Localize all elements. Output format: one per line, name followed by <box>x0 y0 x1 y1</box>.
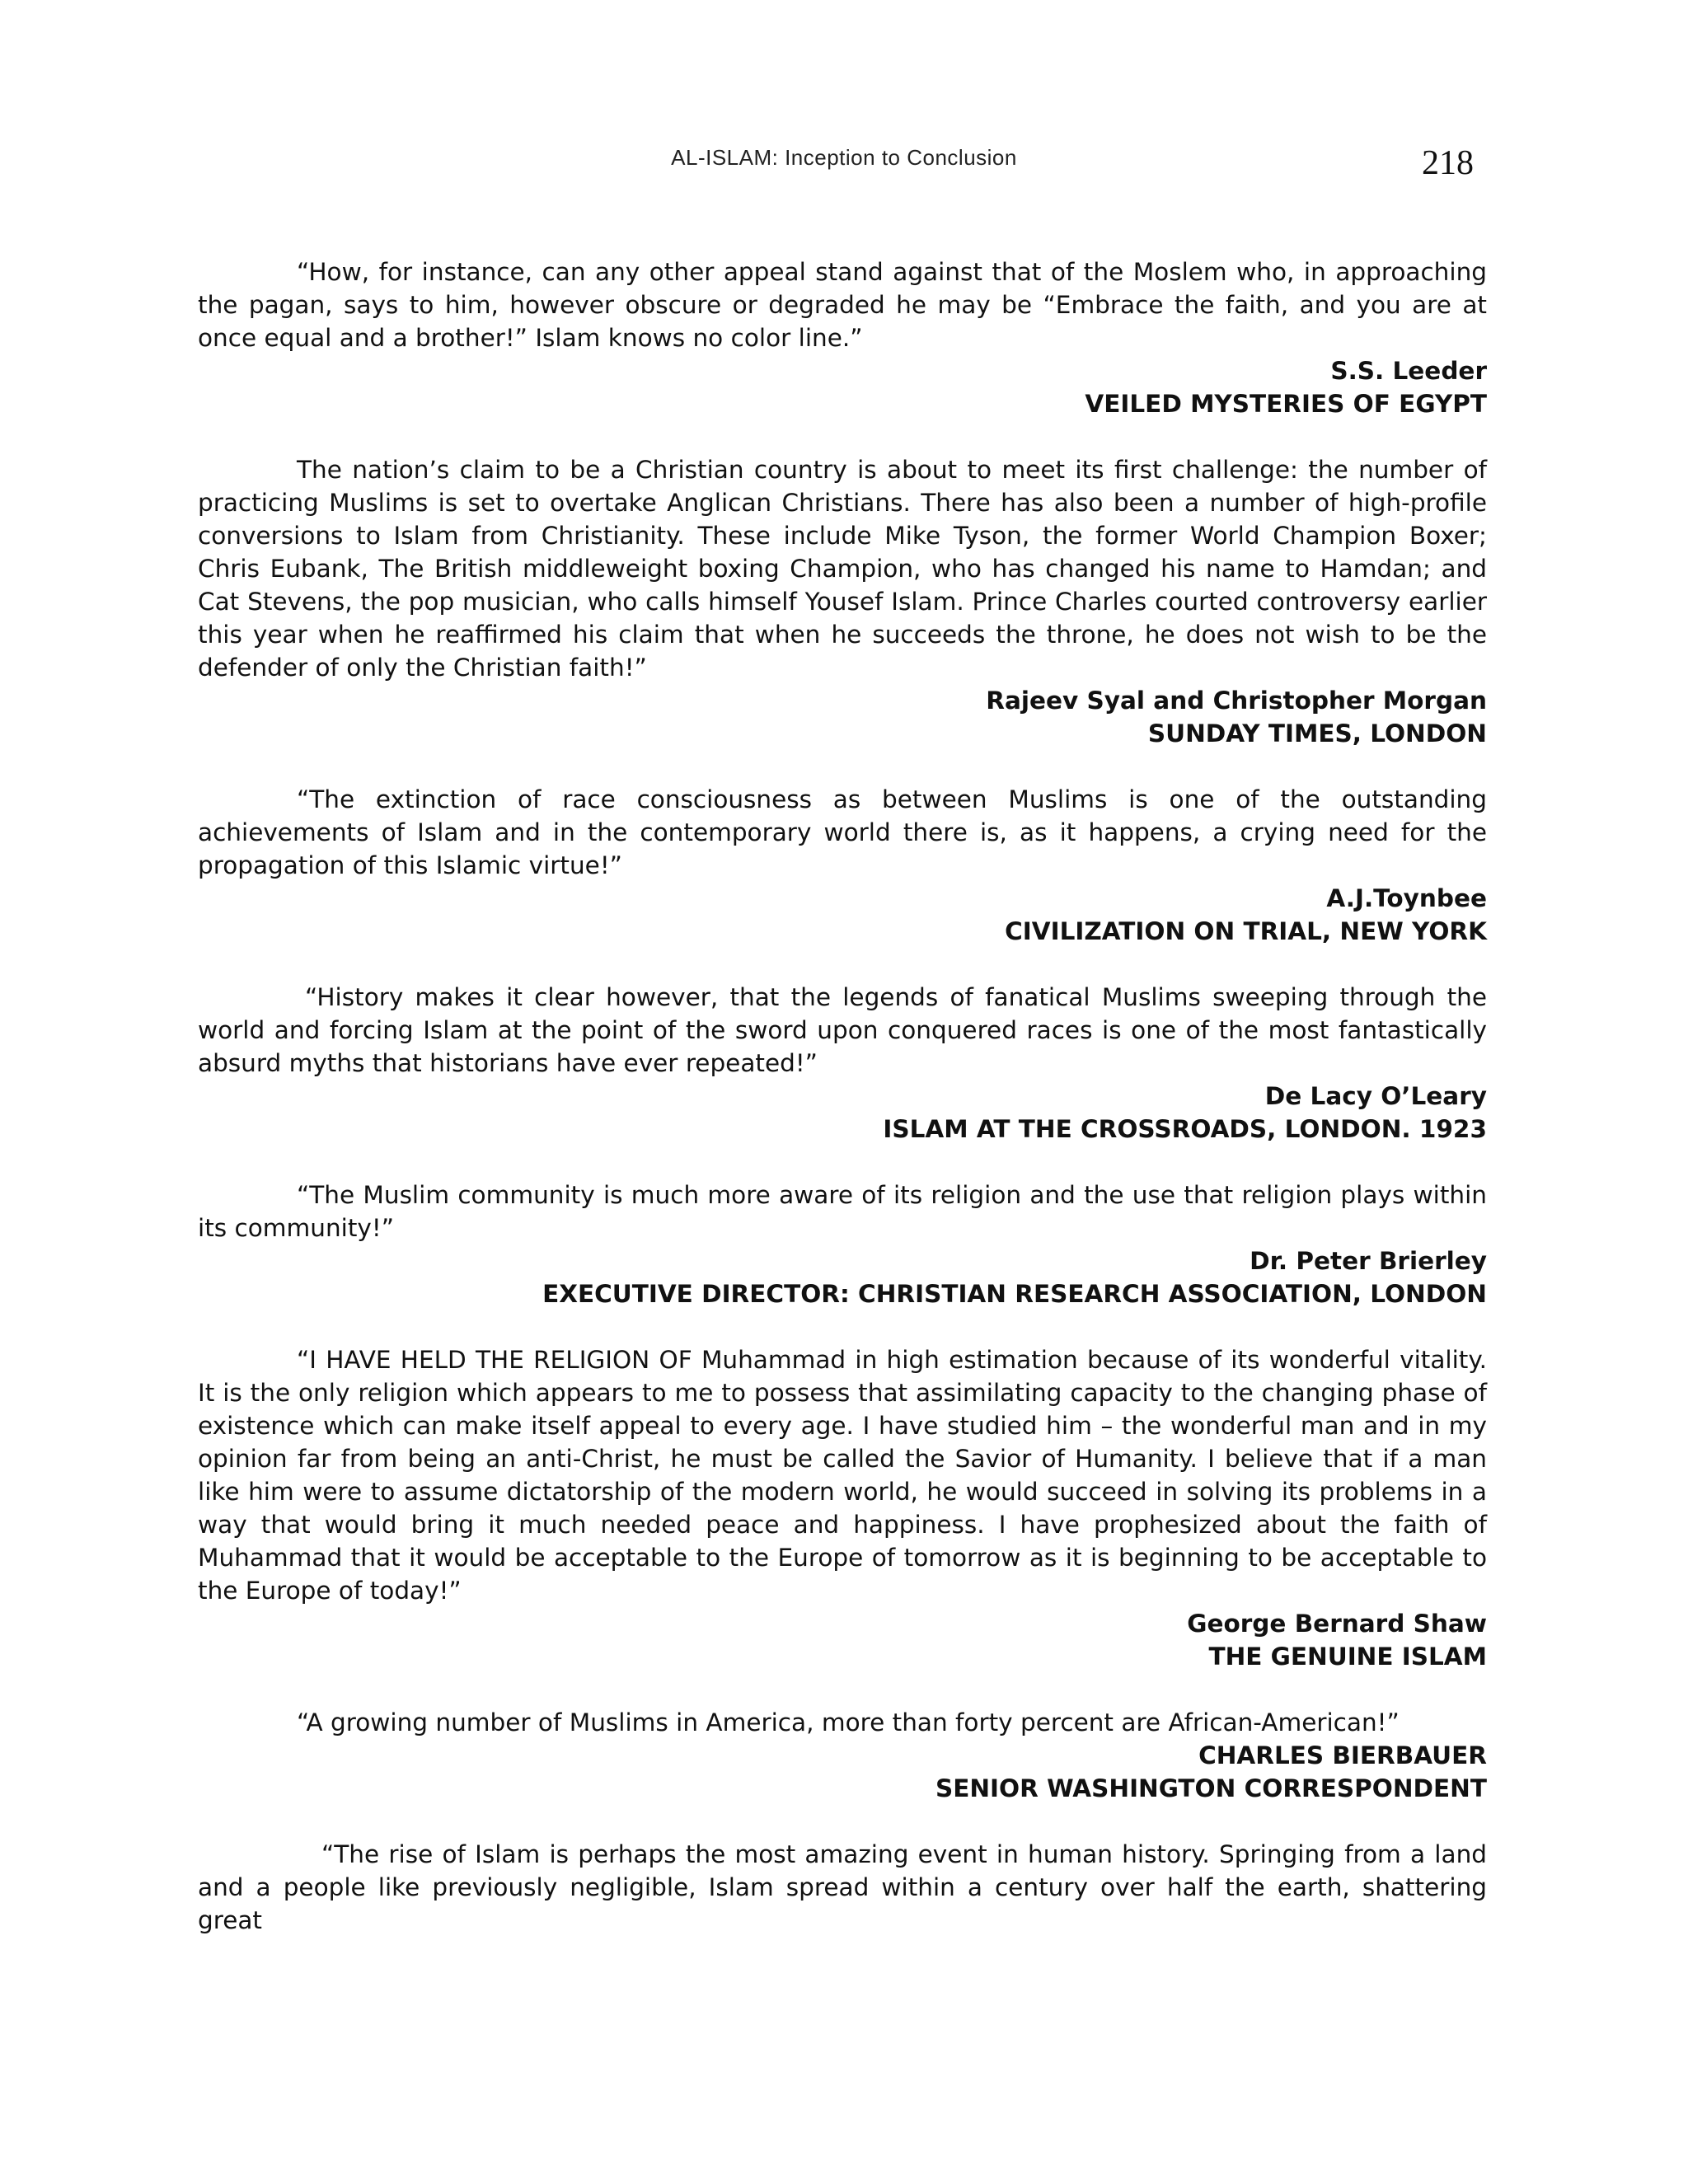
quote-block <box>198 1706 1487 1805</box>
quote-author: A.J.Toynbee <box>1326 884 1487 912</box>
quote-source: VEILED MYSTERIES OF EGYPT <box>1085 390 1487 418</box>
quote-source: THE GENUINE ISLAM <box>1208 1643 1487 1671</box>
page-body <box>198 255 1487 1970</box>
quote-author: CHARLES BIERBAUER <box>1198 1741 1487 1769</box>
quote-author: Rajeev Syal and Christopher Morgan <box>986 687 1487 715</box>
quote-text: “I HAVE HELD THE RELIGION OF Muhammad in high estimation because of its wonderful vitality. It is the only religion which appears to me to possess that assimilating capacity to the changing phase of existence which can make itself appeal to every age. I have studied him – the wonderful man and in my opinion far from being an anti-Christ, he must be called the Savior of Humanity. I believe that if a man like him were to assume dictatorship of the modern world, he would succeed in solving its problems in a way that would bring it much needed peace and happiness. I have prophesized about the faith of Muhammad that it would be acceptable to the Europe of tomorrow as it is beginning to be acceptable to the Europe of today!” <box>198 1346 1487 1605</box>
quote-text: “History makes it clear however, that the legends of fanatical Muslims sweeping through the world and forcing Islam at the point of the sword upon conquered races is one of the most fantastically absurd myths that historians have ever repeated!” <box>198 983 1487 1077</box>
quote-source: SUNDAY TIMES, LONDON <box>1147 719 1487 748</box>
quote-author: De Lacy O’Leary <box>1264 1082 1487 1110</box>
quote-author: S.S. Leeder <box>1330 357 1487 385</box>
running-title: AL-ISLAM: Inception to Conclusion <box>671 145 1017 170</box>
quote-source: CIVILIZATION ON TRIAL, NEW YORK <box>1005 917 1487 945</box>
quote-source: SENIOR WASHINGTON CORRESPONDENT <box>935 1774 1487 1802</box>
quote-block <box>198 1343 1487 1673</box>
quote-block <box>198 1838 1487 1937</box>
quote-author: Dr. Peter Brierley <box>1250 1247 1487 1275</box>
quote-text: “The extinction of race consciousness as between Muslims is one of the outstanding achievements of Islam and in the contemporary world there is, as it happens, a crying need for the propagation of this Islamic virtue!” <box>198 785 1487 879</box>
quote-text: The nation’s claim to be a Christian country is about to meet its first challenge: the number of practicing Muslims is set to overtake Anglican Christians. There has also been a number of high-profile conversions to Islam from Christianity. These include Mike Tyson, the former World Champion Boxer; Chris Eubank, The British middleweight boxing Champion, who has changed his name to Hamdan; and Cat Stevens, the pop musician, who calls himself Yousef Islam. Prince Charles courted controversy earlier this year when he reaffirmed his claim that when he succeeds the throne, he does not wish to be the defender of only the Christian faith!” <box>198 456 1487 682</box>
quote-source: EXECUTIVE DIRECTOR: CHRISTIAN RESEARCH ASSOCIATION, LONDON <box>542 1280 1487 1308</box>
quote-block <box>198 783 1487 948</box>
quote-author: George Bernard Shaw <box>1187 1610 1487 1638</box>
page-number: 218 <box>1422 144 1474 182</box>
quote-source: ISLAM AT THE CROSSROADS, LONDON. 1923 <box>883 1115 1487 1143</box>
quote-block <box>198 453 1487 750</box>
quote-text: “A growing number of Muslims in America, more than forty percent are African-American!” <box>297 1708 1400 1736</box>
quote-text: “The rise of Islam is perhaps the most amazing event in human history. Springing from a land and a people like previously negligible, Islam spread within a century over half the earth, shattering great <box>198 1840 1487 1934</box>
quote-text: “How, for instance, can any other appeal stand against that of the Moslem who, in approaching the pagan, says to him, however obscure or degraded he may be “Embrace the faith, and you are at once equal and a brother!” Islam knows no color line.” <box>198 258 1487 352</box>
quote-block <box>198 255 1487 420</box>
quote-text: “The Muslim community is much more aware of its religion and the use that religion plays within its community!” <box>198 1181 1487 1242</box>
quote-block <box>198 981 1487 1146</box>
quote-block <box>198 1179 1487 1310</box>
